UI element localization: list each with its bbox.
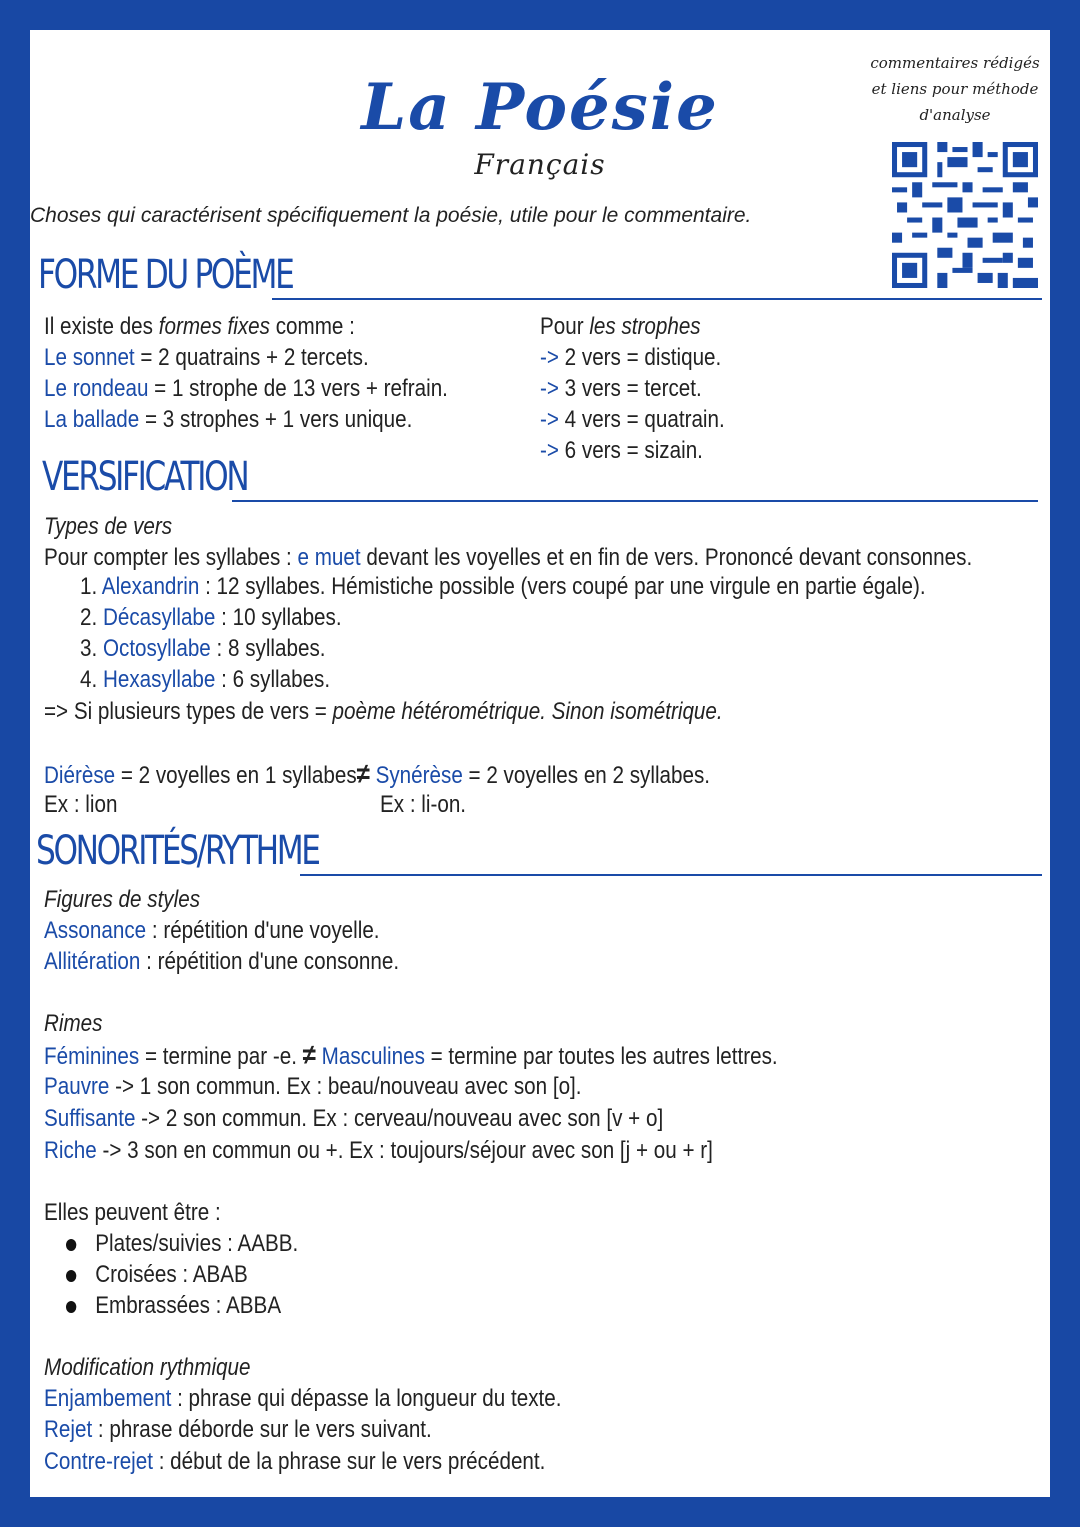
list-item: Pauvre -> 1 son commun. Ex : beau/nouveau avec son [o]. — [44, 1073, 582, 1100]
list-item: Croisées : ABAB — [66, 1260, 248, 1290]
subheading: Types de vers — [44, 513, 173, 540]
bullet-icon — [66, 1301, 76, 1313]
list-item: Le rondeau = 1 strophe de 13 vers + refrain. — [44, 375, 448, 402]
section-divider — [272, 298, 1042, 300]
section-heading-sonorites: SONORITÉS/RYTHME — [36, 828, 319, 874]
subheading: Modification rythmique — [44, 1354, 251, 1381]
list-item: -> 2 vers = distique. — [540, 344, 722, 371]
list-item: Plates/suivies : AABB. — [66, 1229, 298, 1259]
list-item: Contre-rejet : début de la phrase sur le vers précédent. — [44, 1448, 546, 1475]
list-item: Elles peuvent être : — [44, 1199, 221, 1226]
bullet-icon — [66, 1270, 76, 1282]
subheading: Rimes — [44, 1010, 103, 1037]
list-item: Il existe des formes fixes comme : — [44, 313, 355, 340]
subheading: Figures de styles — [44, 886, 201, 913]
list-item: Pour les strophes — [540, 313, 701, 340]
qr-code-icon[interactable] — [892, 142, 1038, 288]
list-item: Rejet : phrase déborde sur le vers suivant. — [44, 1416, 432, 1443]
section-heading-forme: FORME DU POÈME — [38, 252, 293, 298]
bullet-icon — [66, 1239, 76, 1251]
list-item: Enjambement : phrase qui dépasse la longueur du texte. — [44, 1385, 562, 1412]
list-item: Embrassées : ABBA — [66, 1291, 281, 1321]
list-item: Diérèse = 2 voyelles en 1 syllabes≠ Synérèse = 2 voyelles en 2 syllabes. — [44, 758, 711, 789]
list-item: La ballade = 3 strophes + 1 vers unique. — [44, 406, 413, 433]
page-title: La Poésie — [361, 70, 719, 145]
example-text: Ex : li-on. — [380, 791, 467, 818]
page-subtitle: Français — [474, 148, 606, 181]
list-item: Assonance : répétition d'une voyelle. — [44, 917, 380, 944]
section-divider — [232, 500, 1038, 502]
example-text: Ex : lion — [44, 791, 118, 818]
list-item: -> 4 vers = quatrain. — [540, 406, 725, 433]
section-heading-versification: VERSIFICATION — [42, 454, 248, 500]
list-item: Suffisante -> 2 son commun. Ex : cerveau/nouveau avec son [v + o] — [44, 1105, 664, 1132]
document-page — [30, 30, 1050, 1497]
list-item: Riche -> 3 son en commun ou +. Ex : toujours/séjour avec son [j + ou + r] — [44, 1137, 713, 1164]
intro-text: Choses qui caractérisent spécifiquement la poésie, utile pour le commentaire. — [30, 204, 752, 227]
list-item: Féminines = termine par -e. ≠ Masculines = termine par toutes les autres lettres. — [44, 1039, 778, 1070]
list-item: 2. Décasyllabe : 10 syllabes. — [80, 604, 342, 631]
list-item: Allitération : répétition d'une consonne. — [44, 948, 400, 975]
list-item: 3. Octosyllabe : 8 syllabes. — [80, 635, 326, 662]
list-item: -> 6 vers = sizain. — [540, 437, 703, 464]
list-item: -> 3 vers = tercet. — [540, 375, 702, 402]
qr-caption: commentaires rédigés et liens pour méthode d'analyse — [870, 54, 1040, 124]
list-item: 4. Hexasyllabe : 6 syllabes. — [80, 666, 331, 693]
list-item: Le sonnet = 2 quatrains + 2 tercets. — [44, 344, 369, 371]
list-item: Pour compter les syllabes : e muet devant les voyelles et en fin de vers. Prononcé devant consonnes. — [44, 544, 973, 571]
list-item: => Si plusieurs types de vers = poème hétérométrique. Sinon isométrique. — [44, 698, 723, 725]
list-item: 1. Alexandrin : 12 syllabes. Hémistiche possible (vers coupé par une virgule en partie égale). — [80, 573, 926, 600]
section-divider — [300, 874, 1042, 876]
